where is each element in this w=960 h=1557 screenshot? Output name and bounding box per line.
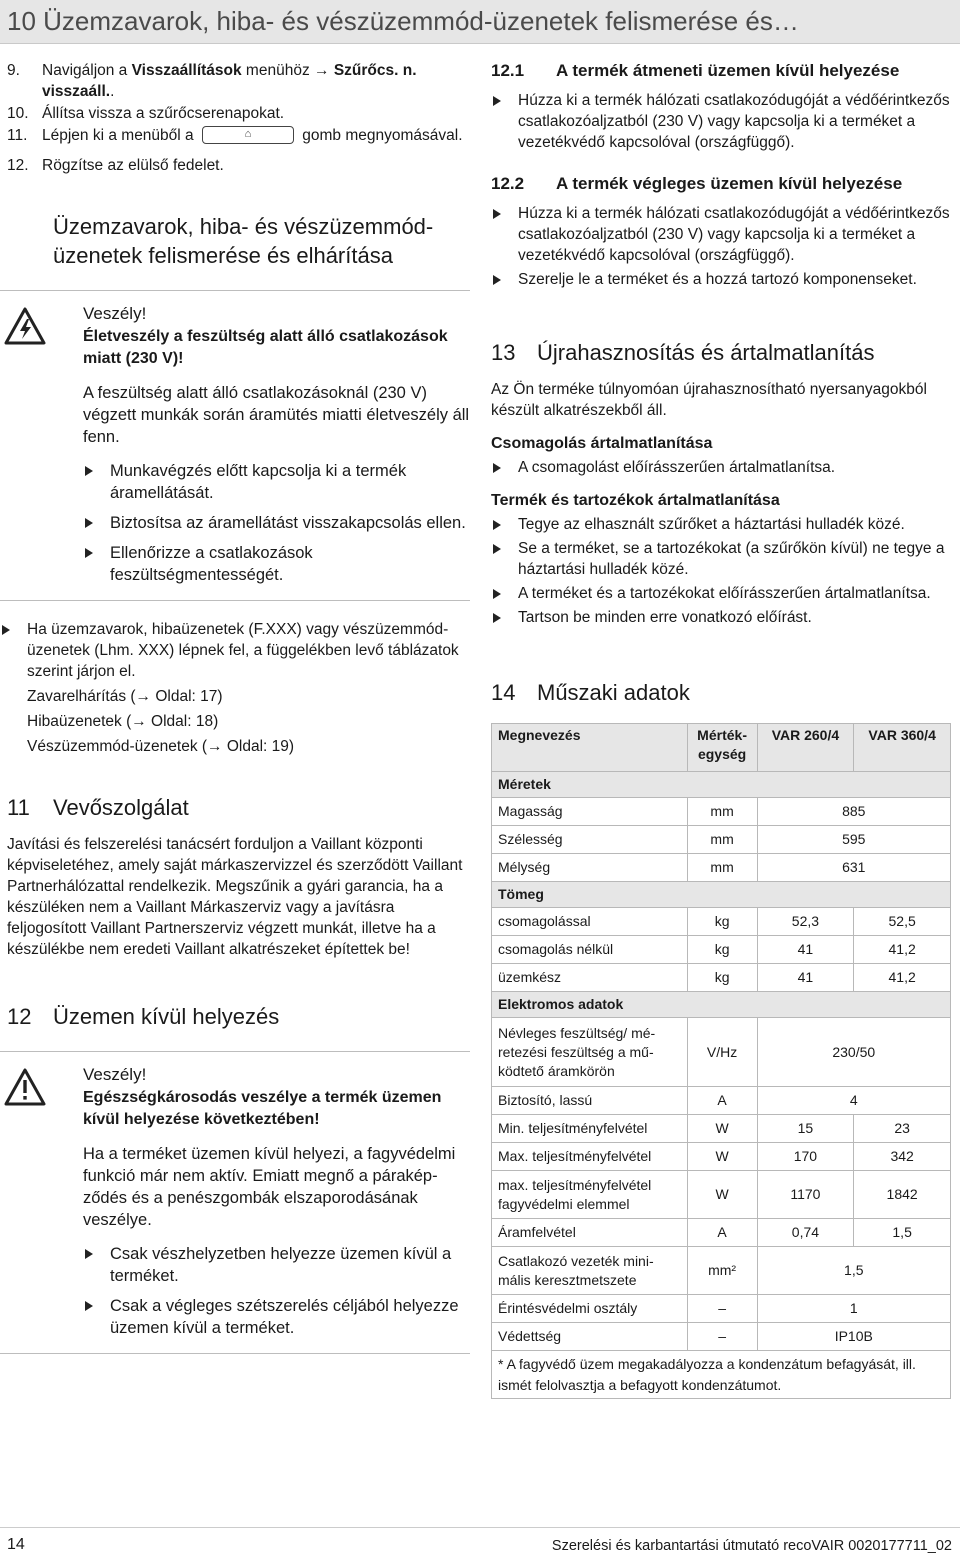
section-number: 14 <box>491 680 516 705</box>
table-row <box>492 1018 951 1087</box>
list-item <box>491 607 951 628</box>
row-value-var360: 52,5 <box>854 908 951 936</box>
table-row <box>492 1295 951 1323</box>
danger-body: A feszültség alatt álló csatlakozásoknál (230 V) végzett munkák során áramütés miatti életveszély áll fenn. <box>83 384 470 446</box>
row-value-var360: 41,2 <box>854 964 951 992</box>
row-value: 631 <box>757 854 950 882</box>
section-number <box>7 212 53 241</box>
section-11-heading <box>0 793 470 822</box>
subheading: Termék és tartozékok ártalmatlanítása <box>491 492 780 509</box>
row-unit: mm <box>687 854 757 882</box>
section-14-heading <box>491 678 951 707</box>
list-item <box>491 514 951 535</box>
section-title: Üzemzavarok, hiba- és vészüzemmód-üzenetek felismerése és elhárítása <box>53 214 434 268</box>
recycling-intro: Az Ön terméke túlnyomóan újrahasznosítható nyersanyagokból készült alkatrészekből áll. <box>491 381 927 419</box>
section-title: Műszaki adatok <box>537 680 690 705</box>
row-unit: kg <box>687 908 757 936</box>
bullet-text: Szerelje le a terméket és a hozzá tartozó komponenseket. <box>518 271 917 288</box>
column-header: VAR 260/4 <box>757 724 854 772</box>
list-item <box>491 457 951 478</box>
list-item <box>491 583 951 604</box>
row-name: Max. teljesítményfelvétel <box>492 1143 688 1171</box>
row-name: Min. teljesítményfelvétel <box>492 1115 688 1143</box>
row-name: max. teljesítményfelvétel fagyvédelmi elemmel <box>492 1171 688 1219</box>
row-unit: W <box>687 1115 757 1143</box>
row-unit: mm <box>687 798 757 826</box>
section-10-heading <box>0 212 470 270</box>
group-label: Tömeg <box>492 882 951 908</box>
row-name: üzemkész <box>492 964 688 992</box>
bullet-text: Csak a végleges szétszerelés céljából helyezze üzemen kívül a terméket. <box>110 1297 459 1337</box>
section-number: 13 <box>491 340 516 365</box>
list-item <box>491 90 951 153</box>
section-number: 12.1 <box>491 61 525 80</box>
bullet-arrow-icon <box>493 589 501 599</box>
row-value-var260: 52,3 <box>757 908 854 936</box>
section-title: A termék végleges üzemen kívül helyezése <box>556 174 903 193</box>
section-title: A termék átmeneti üzemen kívül helyezése <box>556 61 900 80</box>
step-number: 9. <box>7 62 20 79</box>
step-number: 11. <box>7 127 28 144</box>
table-body <box>492 772 951 1399</box>
list-item <box>83 1243 470 1287</box>
row-name: Szélesség <box>492 826 688 854</box>
right-column <box>491 60 951 1399</box>
step-item <box>0 155 470 176</box>
section-number: 12.2 <box>491 174 525 193</box>
table-row <box>492 1087 951 1115</box>
list-item <box>491 203 951 266</box>
bullet-list <box>491 514 951 628</box>
row-name: csomagolással <box>492 908 688 936</box>
row-value-var360: 1842 <box>854 1171 951 1219</box>
page-number: 14 <box>7 1536 25 1553</box>
page-header <box>0 0 960 44</box>
row-value-var360: 1,5 <box>854 1219 951 1247</box>
row-name: Áramfelvétel <box>492 1219 688 1247</box>
table-row <box>492 1247 951 1295</box>
bullet-list <box>491 457 951 478</box>
table-row <box>492 826 951 854</box>
row-value: 4 <box>757 1087 950 1115</box>
step-item <box>0 125 470 146</box>
bullet-arrow-icon <box>493 463 501 473</box>
bullet-arrow-icon <box>493 544 501 554</box>
row-value: 1,5 <box>757 1247 950 1295</box>
danger-bullet-list <box>83 460 470 586</box>
bullet-arrow-icon <box>493 209 501 219</box>
bullet-list <box>491 203 951 290</box>
row-value-var360: 342 <box>854 1143 951 1171</box>
bullet-text: A csomagolást előírásszerűen ártalmatlanítsa. <box>518 459 836 476</box>
row-value-var260: 41 <box>757 964 854 992</box>
table-row <box>492 1219 951 1247</box>
bullet-text: Ha üzemzavarok, hibaüzenetek (F.XXX) vagy vészüzemmód-üzenetek (Lhm. XXX) lépnek fel, a függelékben levő táblázatok szerint járjon el. <box>27 621 459 680</box>
row-unit: kg <box>687 936 757 964</box>
row-value-var260: 1170 <box>757 1171 854 1219</box>
row-name: Magasság <box>492 798 688 826</box>
row-unit: mm² <box>687 1247 757 1295</box>
list-item <box>83 542 470 586</box>
subheading: Csomagolás ártalmatlanítása <box>491 435 713 452</box>
bullet-arrow-icon <box>85 1301 93 1311</box>
bullet-arrow-icon <box>493 96 501 106</box>
group-label: Elektromos adatok <box>492 992 951 1018</box>
bullet-arrow-icon <box>85 518 93 528</box>
danger-word: Veszély! <box>83 304 147 323</box>
table-row <box>492 936 951 964</box>
section-12-1-heading <box>491 60 951 82</box>
bullet-arrow-icon <box>2 625 10 635</box>
table-header-row <box>492 724 951 772</box>
table-row <box>492 1171 951 1219</box>
table-row <box>492 908 951 936</box>
step-text: menühöz → <box>241 62 334 79</box>
bullet-text: Se a terméket, se a tartozékokat (a szűrőkön kívül) ne tegye a háztartási hulladék közé. <box>518 540 945 578</box>
row-value: IP10B <box>757 1323 950 1351</box>
row-unit: A <box>687 1219 757 1247</box>
step-list <box>0 60 470 176</box>
row-value: 230/50 <box>757 1018 950 1087</box>
step-item <box>0 60 470 102</box>
row-value: 885 <box>757 798 950 826</box>
section-13-heading <box>491 338 951 367</box>
row-unit: kg <box>687 964 757 992</box>
bullet-text: Tegye az elhasznált szűrőket a háztartási hulladék közé. <box>518 516 905 533</box>
section-number: 11 <box>7 795 30 820</box>
table-footnote-row <box>492 1351 951 1399</box>
danger-body: Ha a terméket üzemen kívül helyezi, a fagyvédelmi funkció már nem aktív. Emiatt megnő a páraképződés és a penészgombák elszaporodásának veszélye. <box>83 1145 456 1229</box>
row-value-var360: 23 <box>854 1115 951 1143</box>
section-12-heading <box>0 1002 470 1031</box>
step-text: Lépjen ki a menüből a <box>42 127 198 144</box>
row-name: Védettség <box>492 1323 688 1351</box>
bullet-text: Munkavégzés előtt kapcsolja ki a termék áramellátását. <box>110 462 407 502</box>
page-reference: Hibaüzenetek (→ Oldal: 18) <box>27 713 219 730</box>
list-item <box>83 1295 470 1339</box>
bullet-text: Húzza ki a termék hálózati csatlakozódugóját a védőérintkezős csatlakozóaljzatból (230 V) vagy kapcsolja ki a terméket a vezetékvédő kapcsolóval (országfüggő). <box>518 92 950 151</box>
section-title: Üzemen kívül helyezés <box>53 1004 280 1029</box>
table-group-row <box>492 772 951 798</box>
section-title: Újrahasznosítás és ártalmatlanítás <box>537 340 875 365</box>
row-name: csomagolás nélkül <box>492 936 688 964</box>
row-name: Érintésvédelmi osztály <box>492 1295 688 1323</box>
menu-name: Szűrőcs. n. visszaáll. <box>42 62 417 100</box>
column-header: Mértékegység <box>687 724 757 772</box>
technical-data-table <box>491 723 951 1399</box>
header-title: 10 Üzemzavarok, hiba- és vészüzemmód-üzenetek felismerése és… <box>7 6 799 36</box>
group-label: Méretek <box>492 772 951 798</box>
menu-name: Visszaállítások <box>131 62 242 79</box>
step-text: . <box>110 83 115 100</box>
table-group-row <box>492 882 951 908</box>
table-row <box>492 1323 951 1351</box>
warning-icon <box>4 1068 46 1106</box>
bullet-text: A terméket és a tartozékokat előírásszerűen ártalmatlanítsa. <box>518 585 931 602</box>
footer-divider <box>0 1527 960 1528</box>
row-unit: mm <box>687 826 757 854</box>
row-value: 595 <box>757 826 950 854</box>
danger-title: Életveszély a feszültség alatt álló csatlakozások miatt (230 V)! <box>83 328 448 367</box>
troubleshoot-bullet <box>0 619 470 682</box>
table-row <box>492 854 951 882</box>
row-unit: A <box>687 1087 757 1115</box>
left-column <box>0 60 470 1354</box>
step-item <box>0 103 470 124</box>
danger-title: Egészségkárosodás veszélye a termék üzemen kívül helyezése következtében! <box>83 1089 442 1128</box>
list-item <box>83 512 470 534</box>
step-number: 12. <box>7 157 29 174</box>
row-value-var260: 0,74 <box>757 1219 854 1247</box>
bullet-arrow-icon <box>493 275 501 285</box>
row-value-var360: 41,2 <box>854 936 951 964</box>
bullet-text: Ellenőrizze a csatlakozások feszültségmentességét. <box>110 544 313 584</box>
bullet-text: Csak vészhelyzetben helyezze üzemen kívül a terméket. <box>110 1245 452 1285</box>
section-title: Vevőszolgálat <box>53 795 189 820</box>
row-name: Névleges feszültség/ méretezési feszültség a működtető áramkörön <box>492 1018 688 1087</box>
row-value: 1 <box>757 1295 950 1323</box>
table-row <box>492 1115 951 1143</box>
row-name: Mélység <box>492 854 688 882</box>
row-unit: V/Hz <box>687 1018 757 1087</box>
service-paragraph: Javítási és felszerelési tanácsért forduljon a Vaillant központi képviseletéhez, amely saját márkaszervizzel és szerződött Vaillant Partnerhálózattal rendelkezik. Megszűnik a gyári garancia, ha a készüléken nem a Vaillant Márkaszerviz vagy a javításra feljogosított Vaillant Partnerszerviz végzett munkát, illetve ha a készülékbe nem eredeti Vaillant alkatrészeket építettek be! <box>7 836 463 958</box>
footer-text: Szerelési és karbantartási útmutató recoVAIR 0020177711_02 <box>551 1538 952 1554</box>
step-text: Állítsa vissza a szűrőcserenapokat. <box>42 105 285 122</box>
list-item <box>491 538 951 580</box>
bullet-text: Húzza ki a termék hálózati csatlakozódugóját a védőérintkezős csatlakozóaljzatból (230 V) vagy kapcsolja ki a terméket a vezetékvédő kapcsolóval (országfüggő). <box>518 205 950 264</box>
list-item <box>0 619 470 682</box>
column-header: Megnevezés <box>492 724 688 772</box>
section-12-2-heading <box>491 173 951 195</box>
row-unit: W <box>687 1143 757 1171</box>
table-row <box>492 964 951 992</box>
table-row <box>492 1143 951 1171</box>
back-key-icon: ⌂ <box>202 126 294 144</box>
table-group-row <box>492 992 951 1018</box>
bullet-arrow-icon <box>493 520 501 530</box>
row-unit: – <box>687 1323 757 1351</box>
bullet-list <box>491 90 951 153</box>
column-header: VAR 360/4 <box>854 724 951 772</box>
bullet-arrow-icon <box>85 548 93 558</box>
bullet-text: Biztosítsa az áramellátást visszakapcsolás ellen. <box>110 514 466 532</box>
step-text: gomb megnyomásával. <box>297 127 463 144</box>
step-text: Rögzítse az elülső fedelet. <box>42 157 224 174</box>
row-unit: – <box>687 1295 757 1323</box>
page-reference: Zavarelhárítás (→ Oldal: 17) <box>27 688 223 705</box>
section-number: 12 <box>7 1004 32 1029</box>
step-text: Navigáljon a <box>42 62 132 79</box>
row-name: Csatlakozó vezeték minimális keresztmetszete <box>492 1247 688 1295</box>
danger-bullet-list <box>83 1243 470 1339</box>
bullet-arrow-icon <box>85 466 93 476</box>
list-item <box>491 269 951 290</box>
electric-hazard-icon <box>4 307 46 345</box>
row-unit: W <box>687 1171 757 1219</box>
row-value-var260: 41 <box>757 936 854 964</box>
row-value-var260: 15 <box>757 1115 854 1143</box>
row-name: Biztosító, lassú <box>492 1087 688 1115</box>
danger-word: Veszély! <box>83 1065 147 1084</box>
danger-box <box>0 290 470 601</box>
bullet-arrow-icon <box>85 1249 93 1259</box>
list-item <box>83 460 470 504</box>
page-reference: Vészüzemmód-üzenetek (→ Oldal: 19) <box>27 738 295 755</box>
danger-box <box>0 1051 470 1354</box>
table-footnote: * A fagyvédő üzem megakadályozza a kondenzátum befagyását, ill. ismét felolvasztja a befagyott kondenzátumot. <box>492 1351 951 1399</box>
bullet-text: Tartson be minden erre vonatkozó előírást. <box>518 609 812 626</box>
step-number: 10. <box>7 105 29 122</box>
bullet-arrow-icon <box>493 613 501 623</box>
row-value-var260: 170 <box>757 1143 854 1171</box>
table-row <box>492 798 951 826</box>
